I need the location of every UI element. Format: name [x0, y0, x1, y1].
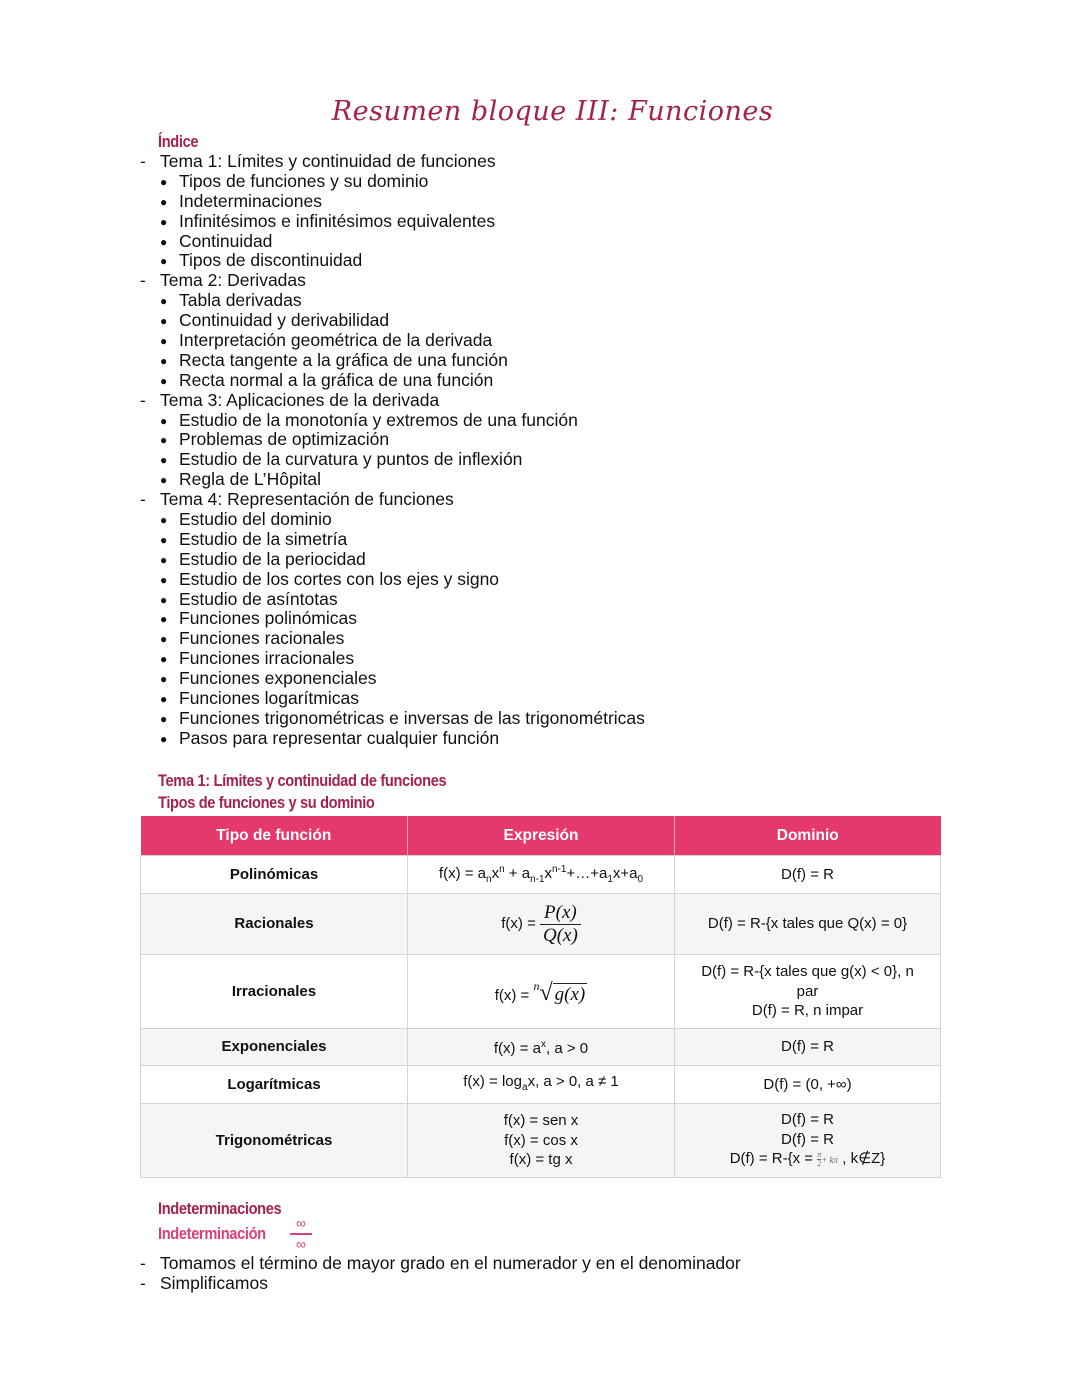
cell-domain: D(f) = R D(f) = R D(f) = R-{x = $\frac{\pi}{2}$ + kπ , k∉Z}	[675, 1104, 941, 1178]
cell-type: Trigonométricas	[141, 1104, 408, 1178]
fraction: $\frac{P(x)}{Q(x)}$	[540, 903, 581, 945]
toc-item: ● Funciones logarítmicas	[160, 688, 359, 709]
table-row	[141, 856, 941, 894]
section-heading-tema-1: Tema 1: Límites y continuidad de funciones	[158, 771, 447, 790]
cell-domain: D(f) = R	[675, 1029, 941, 1066]
toc-item: ● Funciones polinómicas	[160, 608, 358, 629]
toc-item: ● Funciones racionales	[160, 628, 345, 649]
column-header-expression: Expresión	[408, 816, 675, 856]
toc-item: ● Estudio de la periocidad	[160, 548, 366, 569]
toc-tema-1: - Tema 1: Límites y continuidad de funciones	[140, 151, 496, 171]
cell-expression: f(x) = $\frac{P(x)}{Q(x)}$	[408, 894, 675, 955]
table-of-contents	[140, 152, 760, 749]
bullet-icon: ●	[160, 532, 168, 547]
cell-expression: f(x) = sen x f(x) = cos x f(x) = tg x	[408, 1104, 675, 1178]
table-row	[141, 1066, 941, 1104]
bullet-icon: ●	[160, 552, 168, 567]
bullet-icon: ●	[160, 433, 168, 448]
bullet-icon: ●	[160, 314, 168, 329]
table-header-row	[141, 816, 941, 856]
bullet-icon: ●	[160, 214, 168, 229]
toc-item: ● Estudio de la monotonía y extremos de una función	[160, 409, 578, 430]
step-item: - Simplificamos	[140, 1272, 268, 1293]
cell-expression: $f(x) = a_nx^n$ + $a_{n-1}x^{n-1}+\dots+a_1x+a_0$	[408, 856, 675, 894]
bullet-icon: ●	[160, 353, 168, 368]
radical-icon: √	[539, 980, 553, 1007]
cell-type: Racionales	[141, 894, 408, 955]
table-row	[141, 955, 941, 1029]
bullet-icon: ●	[160, 254, 168, 269]
toc-item: ● Estudio del dominio	[160, 509, 332, 530]
bullet-icon: ●	[160, 194, 168, 209]
bullet-icon: ●	[160, 234, 168, 249]
toc-tema-4: - Tema 4: Representación de funciones	[140, 489, 454, 510]
toc-item: ● Estudio de la simetría	[160, 528, 348, 549]
dash-icon: -	[140, 1254, 146, 1273]
bullet-icon: ●	[160, 632, 168, 647]
column-header-type: Tipo de función	[141, 816, 408, 856]
dash-icon: -	[140, 390, 146, 410]
infinity-icon: ∞	[296, 1215, 306, 1231]
toc-item: ● Funciones irracionales	[160, 648, 355, 669]
step-item: - Tomamos el término de mayor grado en el numerador y en el denominador	[140, 1253, 741, 1273]
section-subheading-indeterminacion: Indeterminación	[158, 1224, 266, 1243]
bullet-icon: ●	[160, 692, 168, 707]
toc-item: ● Tipos de funciones y su dominio	[160, 170, 429, 191]
toc-item: ● Infinitésimos e infinitésimos equivalentes	[160, 210, 496, 231]
toc-item: ● Estudio de la curvatura y puntos de inflexión	[160, 449, 523, 470]
dash-icon: -	[140, 152, 146, 171]
function-types-table	[140, 816, 941, 1178]
table-row	[141, 1029, 941, 1066]
bullet-icon: ●	[160, 473, 168, 488]
bullet-icon: ●	[160, 592, 168, 607]
toc-tema-3: - Tema 3: Aplicaciones de la derivada	[140, 389, 440, 410]
cell-type: Logarítmicas	[141, 1066, 408, 1104]
bullet-icon: ●	[160, 373, 168, 388]
cell-expression: f(x) = $^n$√ g(x)	[408, 955, 675, 1029]
bullet-icon: ●	[160, 672, 168, 687]
bullet-icon: ●	[160, 711, 168, 726]
dash-icon: -	[140, 1273, 146, 1293]
toc-item: ● Estudio de asíntotas	[160, 588, 338, 609]
toc-item: ● Pasos para representar cualquier función	[160, 727, 500, 748]
toc-item: ● Indeterminaciones	[160, 190, 322, 211]
infinity-icon: ∞	[296, 1236, 306, 1252]
fraction-bar	[290, 1233, 312, 1235]
bullet-icon: ●	[160, 294, 168, 309]
cell-domain: D(f) = (0, +∞)	[675, 1066, 941, 1104]
cell-type: Exponenciales	[141, 1029, 408, 1066]
table-row	[141, 894, 941, 955]
dash-icon: -	[140, 271, 146, 291]
toc-item: ● Continuidad y derivabilidad	[160, 310, 390, 331]
cell-expression: $f(x) = a^x$, a > 0	[408, 1029, 675, 1066]
bullet-icon: ●	[160, 513, 168, 528]
index-heading: Índice	[158, 132, 199, 151]
toc-item: ● Continuidad	[160, 230, 273, 251]
bullet-icon: ●	[160, 174, 168, 189]
cell-domain: D(f) = R-{x tales que Q(x) = 0}	[675, 894, 941, 955]
infinity-over-infinity	[290, 1217, 312, 1251]
page-title: Resumen bloque III: Funciones	[331, 96, 774, 127]
bullet-icon: ●	[160, 334, 168, 349]
table-row	[141, 1104, 941, 1178]
toc-item: ● Recta tangente a la gráfica de una función	[160, 349, 508, 370]
toc-item: ● Problemas de optimización	[160, 429, 390, 450]
bullet-icon: ●	[160, 413, 168, 428]
bullet-icon: ●	[160, 652, 168, 667]
column-header-domain: Dominio	[675, 816, 941, 856]
bullet-icon: ●	[160, 612, 168, 627]
toc-item: ● Recta normal a la gráfica de una función	[160, 369, 494, 390]
section-subheading-tipos: Tipos de funciones y su dominio	[158, 793, 375, 812]
cell-domain: D(f) = R	[675, 856, 941, 894]
bullet-icon: ●	[160, 453, 168, 468]
toc-item: ● Estudio de los cortes con los ejes y signo	[160, 568, 500, 589]
toc-item: ● Interpretación geométrica de la derivada	[160, 330, 493, 351]
toc-item: ● Tipos de discontinuidad	[160, 250, 363, 271]
toc-tema-2: - Tema 2: Derivadas	[140, 270, 306, 291]
cell-expression: $f(x) = \log_ax$, a > 0, a ≠ 1	[408, 1066, 675, 1104]
indeterminacion-steps	[140, 1254, 741, 1294]
toc-item: ● Regla de L’Hôpital	[160, 469, 322, 490]
nth-root: $^n$√ g(x)	[533, 979, 586, 1007]
toc-item: ● Tabla derivadas	[160, 290, 302, 311]
cell-type: Irracionales	[141, 955, 408, 1029]
toc-item: ● Funciones trigonométricas e inversas de las trigonométricas	[160, 707, 645, 728]
dash-icon: -	[140, 490, 146, 510]
cell-type: Polinómicas	[141, 856, 408, 894]
pi-over-2-fraction: $\frac{\pi}{2}$	[817, 1149, 822, 1168]
bullet-icon: ●	[160, 572, 168, 587]
toc-item: ● Funciones exponenciales	[160, 668, 377, 689]
bullet-icon: ●	[160, 731, 168, 746]
section-heading-indeterminaciones: Indeterminaciones	[158, 1199, 282, 1218]
cell-domain: D(f) = R-{x tales que g(x) < 0}, n par D(f) = R, n impar	[675, 955, 941, 1029]
